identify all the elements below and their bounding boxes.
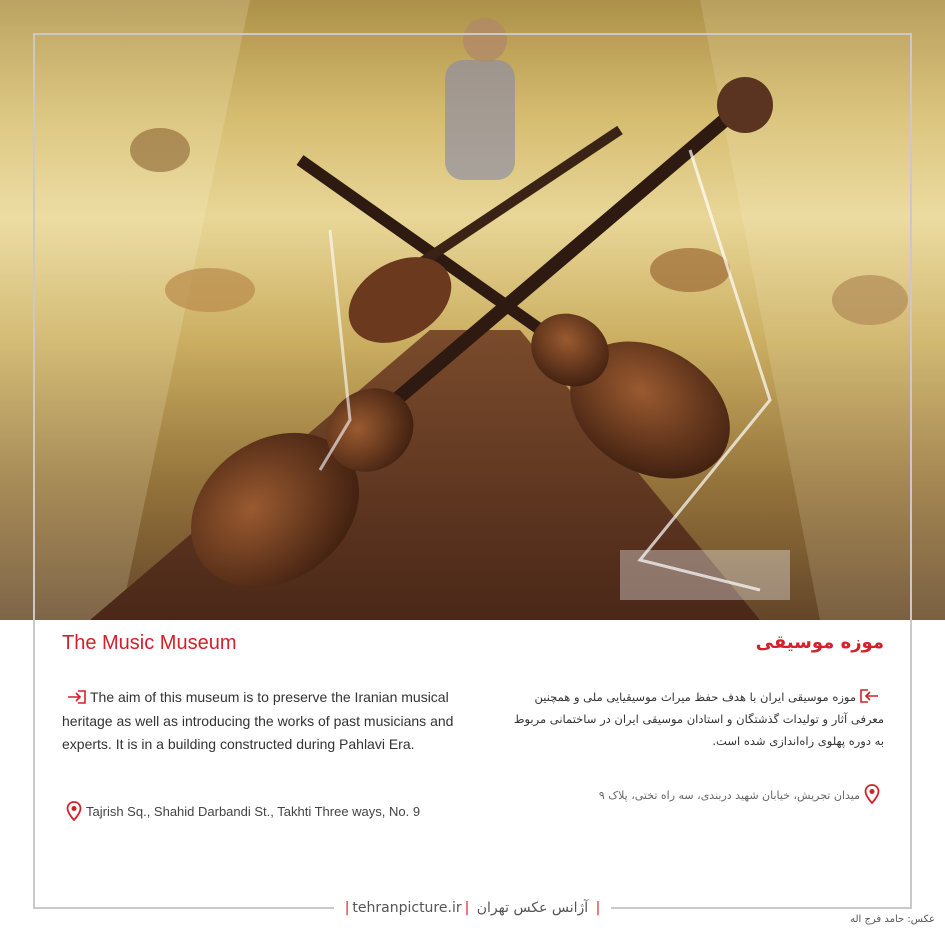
- footer-divider: |: [344, 900, 350, 916]
- description-english: [62, 686, 454, 757]
- photo-credit: عکس: حامد فرج اله: [850, 914, 935, 925]
- location-pin-icon: [66, 801, 82, 821]
- description-english-text: The aim of this museum is to preserve the Iranian musical heritage as well as introducing the works of past musicians and experts. It is in a building constructed during Pahlavi Era.: [62, 689, 454, 752]
- footer-agency: آژانس عکس تهران: [476, 900, 589, 916]
- address-persian-text: میدان تجریش، خیابان شهید دربندی، سه راه تختی، پلاک ۹: [598, 789, 860, 802]
- address-english: [62, 800, 454, 824]
- enter-arrow-icon: [860, 689, 880, 703]
- title-english: The Music Museum: [62, 632, 237, 654]
- footer-divider: |: [595, 900, 601, 916]
- description-persian: [504, 686, 884, 752]
- description-persian-text: موزه موسیقی ایران با هدف حفظ میراث موسیقیایی ملی و همچنین معرفی آثار و تولیدات گذشتگان و استادان موسیقی ایران در ساختمانی مربوط به دوره پهلوی راه‌اندازی شده است.: [513, 690, 884, 748]
- enter-arrow-icon: [66, 690, 86, 704]
- address-persian: [504, 784, 884, 806]
- title-persian: موزه موسیقی: [755, 632, 884, 653]
- location-pin-icon: [864, 784, 880, 804]
- footer: [0, 897, 945, 919]
- address-english-text: Tajrish Sq., Shahid Darbandi St., Takhti Three ways, No. 9: [86, 804, 421, 819]
- footer-website[interactable]: tehranpicture.ir: [352, 900, 462, 916]
- footer-divider: |: [464, 900, 470, 916]
